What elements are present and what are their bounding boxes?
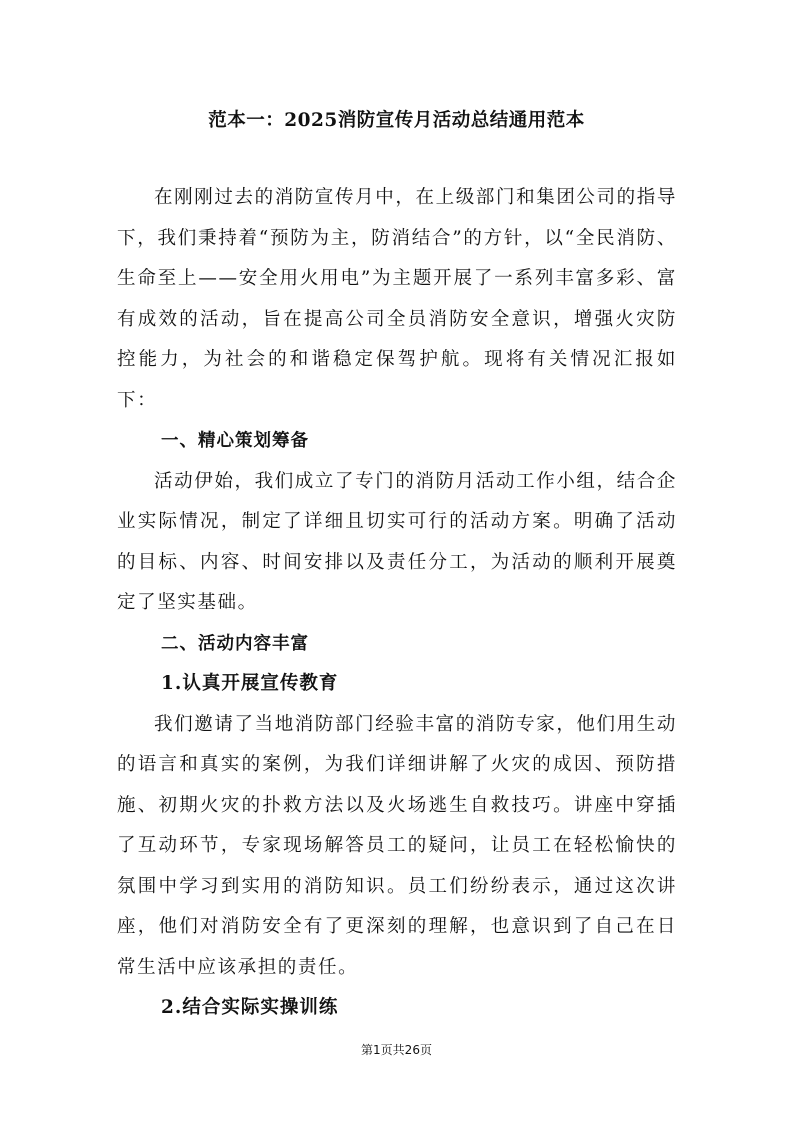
subsection-1-paragraph: 我们邀请了当地消防部门经验丰富的消防专家，他们用生动的语言和真实的案例，为我们详细讲解了火灾的成因、预防措施、初期火灾的扑救方法以及火场逃生自救技巧。讲座中穿插了互动环节，专家现场解答员工的疑问，让员工在轻松愉快的氛围中学习到实用的消防知识。员工们纷纷表示，通过这次讲座，他们对消防安全有了更深刻的理解，也意识到了自己在日常生活中应该承担的责任。 <box>117 713 677 978</box>
document-body <box>117 178 677 1029</box>
subsection-heading-2: 2.结合实际实操训练 <box>161 997 339 1018</box>
subsection-heading-1: 1.认真开展宣传教育 <box>161 673 339 694</box>
section-1-paragraph: 活动伊始，我们成立了专门的消防月活动工作小组，结合企业实际情况，制定了详细且切实可行的活动方案。明确了活动的目标、内容、时间安排以及责任分工，为活动的顺利开展奠定了坚实基础。 <box>117 470 677 613</box>
section-heading-1: 一、精心策划筹备 <box>161 431 309 451</box>
section-heading-2: 二、活动内容丰富 <box>161 633 309 654</box>
page-number-footer: 第1页共26页 <box>361 1043 432 1057</box>
intro-paragraph: 在刚刚过去的消防宣传月中，在上级部门和集团公司的指导下，我们秉持着“预防为主，防消结合”的方针，以“全民消防、生命至上——安全用火用电”为主题开展了一系列丰富多彩、富有成效的活动，旨在提高公司全员消防安全意识，增强火灾防控能力，为社会的和谐稳定保驾护航。现将有关情况汇报如下： <box>117 187 677 411</box>
document-title: 范本一：2025消防宣传月活动总结通用范本 <box>208 110 585 131</box>
